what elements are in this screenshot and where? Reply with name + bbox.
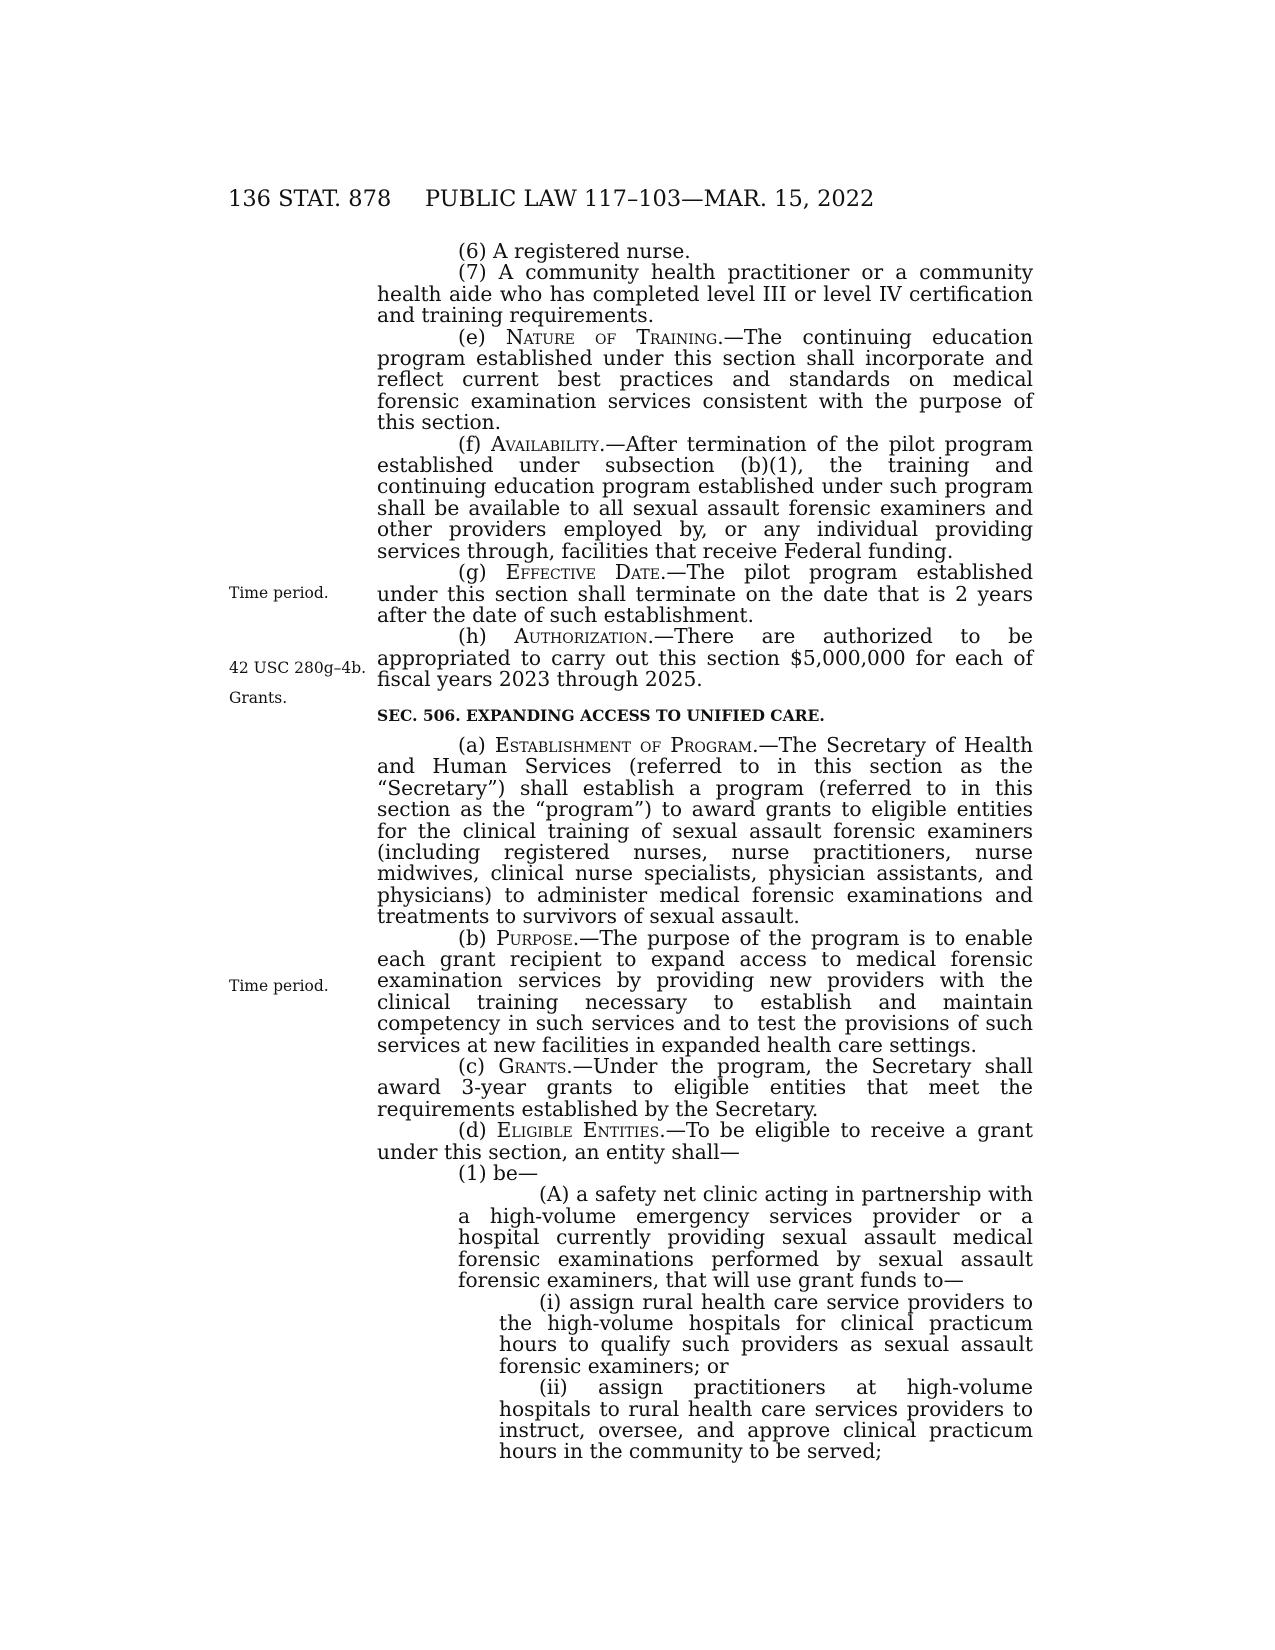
statute-page-number: 136 STAT. 878 [228, 186, 392, 212]
clause-ii: (ii) assign practitioners at high-volume hospitals to rural health care services providers to instruct, oversee, and approve clinical practicum hours in the community to be served; [499, 1375, 1033, 1464]
subsection-text: .—The Secretary of Health and Human Services (referred to in this section as the “Secretary”) shall establish a program (referred to in this section as the “program”) to award grants to eligible entities for the clinical training of sexual assault forensic examiners (including registered nurses, nurse practitioners, nurse midwives, clinical nurse specialists, physician assistants, and physicians) to administer medical forensic examinations and treatments to survivors of sexual assault. [377, 732, 1033, 929]
subsection-label: (c) [458, 1054, 499, 1079]
subsection-heading: Effective Date [505, 560, 660, 585]
subsection-heading: Grants [498, 1054, 567, 1079]
section-heading: SEC. 506. EXPANDING ACCESS TO UNIFIED CARE. [377, 705, 825, 725]
statute-body [377, 241, 1033, 1463]
subsection-g [377, 562, 1033, 626]
subsection-text: .—After termination of the pilot program established under subsection (b)(1), the training and continuing education program established under such program shall be available to all sexual assault forensic examiners and other providers employed by, or any individual providing services through, facilities that receive Federal funding. [377, 431, 1034, 563]
running-header-law: PUBLIC LAW 117–103—MAR. 15, 2022 [425, 186, 875, 212]
paragraph-6: (6) A registered nurse. [458, 239, 691, 263]
subsection-heading: Authorization [514, 624, 648, 649]
subsection-a [377, 732, 1033, 929]
subsection-label: (d) [458, 1118, 497, 1143]
subsection-heading: Nature of Training [505, 324, 718, 349]
margin-note-time-period: Time period. [229, 977, 329, 995]
subsection-label: (f) [458, 431, 491, 456]
subsection-text: .—The continuing education program established under this section shall incorporate and reflect current best practices and standards on medical forensic examination services consistent with the purpose of this section. [377, 324, 1033, 435]
subsection-text: .—Under the program, the Secretary shall award 3-year grants to eligible entities that meet the requirements established by the Secretary. [377, 1054, 1033, 1121]
subsection-label: (a) [458, 732, 495, 757]
subsection-heading: Purpose [496, 925, 573, 950]
subsection-heading: Availability [490, 431, 599, 456]
margin-note-usc-citation: 42 USC 280g–4b. [229, 659, 367, 677]
subsection-b [377, 925, 1034, 1057]
subsection-text: .—There are authorized to be appropriated to carry out this section $5,000,000 for each of fiscal years 2023 through 2025. [377, 624, 1033, 692]
subparagraph-A: (A) a safety net clinic acting in partnership with a high-volume emergency services provider or a hospital currently providing sexual assault medical forensic examinations performed by sexual assault forensic examiners, that will use grant funds to— [458, 1182, 1033, 1293]
subsection-text: .—To be eligible to receive a grant under this section, an entity shall— [377, 1118, 1033, 1164]
subsection-label: (b) [458, 925, 497, 950]
margin-note-grants: Grants. [229, 689, 288, 707]
subsection-d [377, 1120, 1033, 1163]
subsection-e [377, 324, 1033, 435]
paragraph-7: (7) A community health practitioner or a community health aide who has completed level III or level IV certification and training requirements. [377, 260, 1033, 328]
margin-note-time-period: Time period. [229, 584, 329, 602]
paragraph-d1: (1) be— [458, 1161, 539, 1186]
subsection-heading: Establishment of Program [494, 732, 753, 757]
subsection-c [377, 1056, 1033, 1120]
subsection-text: .—The purpose of the program is to enable each grant recipient to expand access to medical forensic examination services by providing new providers with the clinical training necessary to establish and maintain competency in such services and to test the provisions of such services at new facilities in expanded health care settings. [377, 925, 1034, 1057]
clause-i: (i) assign rural health care service providers to the high-volume hospitals for clinical practicum hours to qualify such providers as sexual assault forensic examiners; or [499, 1289, 1033, 1378]
subsection-text: .—The pilot program established under this section shall terminate on the date that is 2 years after the date of such establishment. [377, 560, 1033, 627]
subsection-f [377, 431, 1034, 563]
subsection-h [377, 626, 1033, 690]
subsection-label: (e) [458, 324, 506, 349]
subsection-label: (h) [458, 624, 515, 649]
subsection-label: (g) [458, 560, 506, 585]
subsection-heading: Eligible Entities [496, 1118, 660, 1143]
